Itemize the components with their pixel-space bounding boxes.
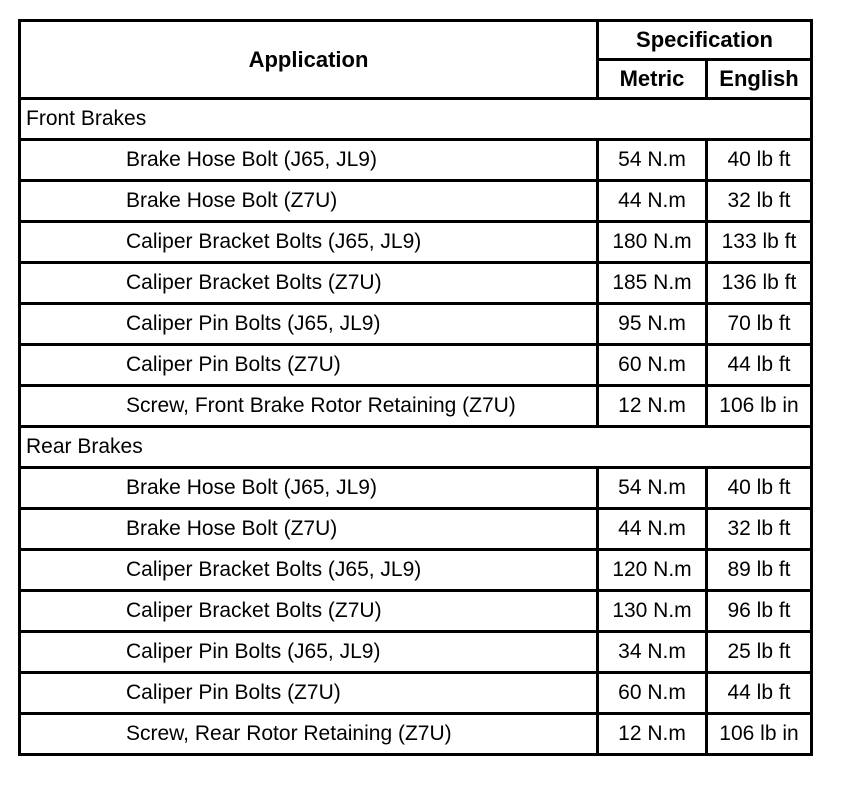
table-row (20, 509, 812, 550)
metric-cell: 95 N.m (598, 304, 707, 345)
english-cell: 136 lb ft (707, 263, 812, 304)
english-cell: 106 lb in (707, 714, 812, 755)
application-cell: Caliper Pin Bolts (J65, JL9) (20, 304, 598, 345)
english-cell: 44 lb ft (707, 345, 812, 386)
english-cell: 133 lb ft (707, 222, 812, 263)
table-row (20, 263, 812, 304)
application-cell: Caliper Bracket Bolts (Z7U) (20, 591, 598, 632)
metric-header: Metric (598, 60, 707, 99)
english-cell: 40 lb ft (707, 140, 812, 181)
english-cell: 25 lb ft (707, 632, 812, 673)
application-cell: Caliper Pin Bolts (Z7U) (20, 345, 598, 386)
table-row (20, 345, 812, 386)
english-cell: 70 lb ft (707, 304, 812, 345)
application-cell: Screw, Rear Rotor Retaining (Z7U) (20, 714, 598, 755)
table-row (20, 673, 812, 714)
section-title: Front Brakes (20, 99, 812, 140)
application-header: Application (20, 21, 598, 99)
metric-cell: 180 N.m (598, 222, 707, 263)
metric-cell: 130 N.m (598, 591, 707, 632)
metric-cell: 60 N.m (598, 673, 707, 714)
table-row (20, 222, 812, 263)
application-cell: Brake Hose Bolt (J65, JL9) (20, 140, 598, 181)
specification-header: Specification (598, 21, 812, 60)
english-cell: 40 lb ft (707, 468, 812, 509)
english-cell: 32 lb ft (707, 181, 812, 222)
table-row (20, 550, 812, 591)
section-row (20, 427, 812, 468)
application-cell: Screw, Front Brake Rotor Retaining (Z7U) (20, 386, 598, 427)
metric-cell: 60 N.m (598, 345, 707, 386)
torque-spec-table (18, 19, 813, 756)
section-title: Rear Brakes (20, 427, 812, 468)
table-row (20, 386, 812, 427)
metric-cell: 54 N.m (598, 468, 707, 509)
application-cell: Caliper Pin Bolts (Z7U) (20, 673, 598, 714)
metric-cell: 44 N.m (598, 509, 707, 550)
english-cell: 89 lb ft (707, 550, 812, 591)
table-row (20, 632, 812, 673)
table-row (20, 140, 812, 181)
table-row (20, 468, 812, 509)
table-row (20, 714, 812, 755)
table-body (20, 99, 812, 755)
metric-cell: 44 N.m (598, 181, 707, 222)
english-cell: 106 lb in (707, 386, 812, 427)
application-cell: Caliper Bracket Bolts (Z7U) (20, 263, 598, 304)
table-row (20, 181, 812, 222)
application-cell: Brake Hose Bolt (Z7U) (20, 509, 598, 550)
metric-cell: 185 N.m (598, 263, 707, 304)
application-cell: Caliper Bracket Bolts (J65, JL9) (20, 222, 598, 263)
application-cell: Caliper Pin Bolts (J65, JL9) (20, 632, 598, 673)
english-cell: 32 lb ft (707, 509, 812, 550)
application-cell: Brake Hose Bolt (J65, JL9) (20, 468, 598, 509)
english-header: English (707, 60, 812, 99)
metric-cell: 120 N.m (598, 550, 707, 591)
metric-cell: 12 N.m (598, 386, 707, 427)
section-row (20, 99, 812, 140)
application-cell: Caliper Bracket Bolts (J65, JL9) (20, 550, 598, 591)
table-row (20, 304, 812, 345)
table-row (20, 591, 812, 632)
metric-cell: 54 N.m (598, 140, 707, 181)
application-cell: Brake Hose Bolt (Z7U) (20, 181, 598, 222)
english-cell: 44 lb ft (707, 673, 812, 714)
metric-cell: 34 N.m (598, 632, 707, 673)
metric-cell: 12 N.m (598, 714, 707, 755)
english-cell: 96 lb ft (707, 591, 812, 632)
